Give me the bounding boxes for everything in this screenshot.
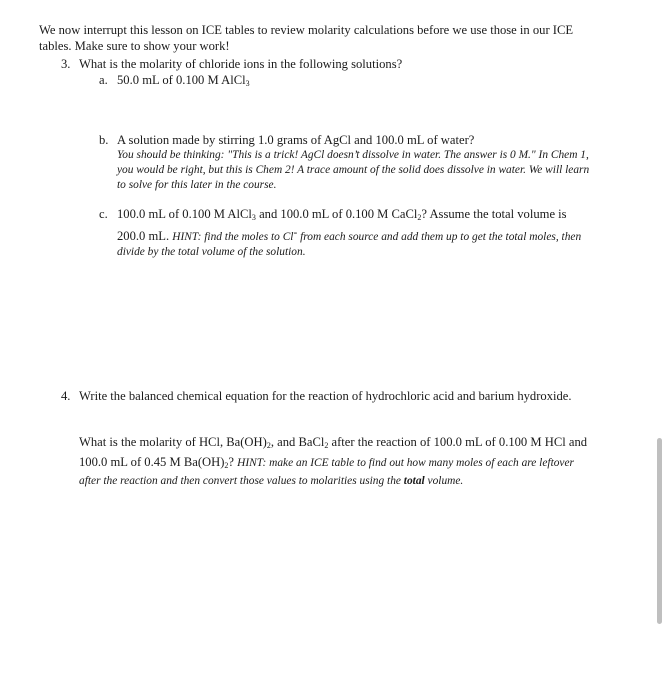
subscript: 2 [224, 461, 229, 470]
subscript: 2 [417, 213, 422, 222]
question-3 [61, 56, 621, 72]
question-4-part-text: after the reaction of 100.0 mL of 0.100 M HCl and [328, 435, 588, 449]
question-3c-text: 200.0 mL. [117, 229, 173, 243]
question-4-hint: volume. [424, 475, 464, 487]
question-3c-hint: HINT: find the moles to Cl [172, 231, 294, 243]
intro-line-1: We now interrupt this lesson on ICE tables to review molarity calculations before we use those in our ICE [39, 23, 574, 37]
vertical-scrollbar[interactable] [657, 438, 662, 624]
subscript: 2 [266, 441, 271, 450]
question-3b-text: A solution made by stirring 1.0 grams of AgCl and 100.0 mL of water? [117, 133, 475, 147]
question-3c-hint: divide by the total volume of the solution. [117, 246, 306, 258]
question-3c-hint: from each source and add them up to get the total moles, then [297, 231, 582, 243]
question-3b-hint [117, 148, 634, 193]
intro-paragraph [39, 22, 639, 54]
question-3-number: 3. [61, 57, 71, 71]
question-4 [61, 388, 641, 404]
question-3c [99, 206, 634, 260]
question-3b-letter: b. [99, 133, 109, 147]
question-3b [99, 132, 634, 193]
question-3c-text: and 100.0 mL of 0.100 M CaCl [255, 207, 418, 221]
question-3c-letter: c. [99, 207, 108, 221]
hint-line: You should be thinking: "This is a trick! AgCl doesn’t dissolve in water. The answer is 0 M." In Chem 1, [117, 149, 589, 161]
subscript: 2 [324, 441, 329, 450]
question-4-part-text: ? [228, 455, 238, 469]
question-3c-text: 100.0 mL of 0.100 M AlCl [117, 207, 252, 221]
question-3a [99, 72, 619, 92]
question-4-part-text: What is the molarity of HCl, Ba(OH) [79, 435, 267, 449]
question-3a-text: 50.0 mL of 0.100 M AlCl [117, 73, 246, 87]
question-4-text: Write the balanced chemical equation for the reaction of hydrochloric acid and barium hydroxide. [79, 389, 572, 403]
subscript: 3 [245, 79, 250, 88]
question-4-hint: HINT: make an ICE table to find out how many moles of each are leftover [237, 457, 574, 469]
hint-line: you would be right, but this is Chem 2! A trace amount of the solid does dissolve in water. We will learn [117, 164, 590, 176]
question-4-part-text: , and BaCl [270, 435, 325, 449]
question-3c-text: ? Assume the total volume is [421, 207, 567, 221]
question-3-text: What is the molarity of chloride ions in the following solutions? [79, 57, 403, 71]
question-4-hint-emphasis: total [403, 475, 425, 487]
question-4-part [79, 434, 639, 489]
hint-line: to solve for this later in the course. [117, 179, 277, 191]
question-4-number: 4. [61, 389, 71, 403]
question-3c-continuation [117, 226, 634, 260]
intro-line-2: tables. Make sure to show your work! [39, 39, 230, 53]
superscript: - [293, 227, 298, 239]
question-4-hint: after the reaction and then convert those values to molarities using the [79, 475, 404, 487]
question-4-part-text: 100.0 mL of 0.45 M Ba(OH) [79, 455, 225, 469]
subscript: 3 [251, 213, 256, 222]
question-3a-letter: a. [99, 73, 108, 87]
